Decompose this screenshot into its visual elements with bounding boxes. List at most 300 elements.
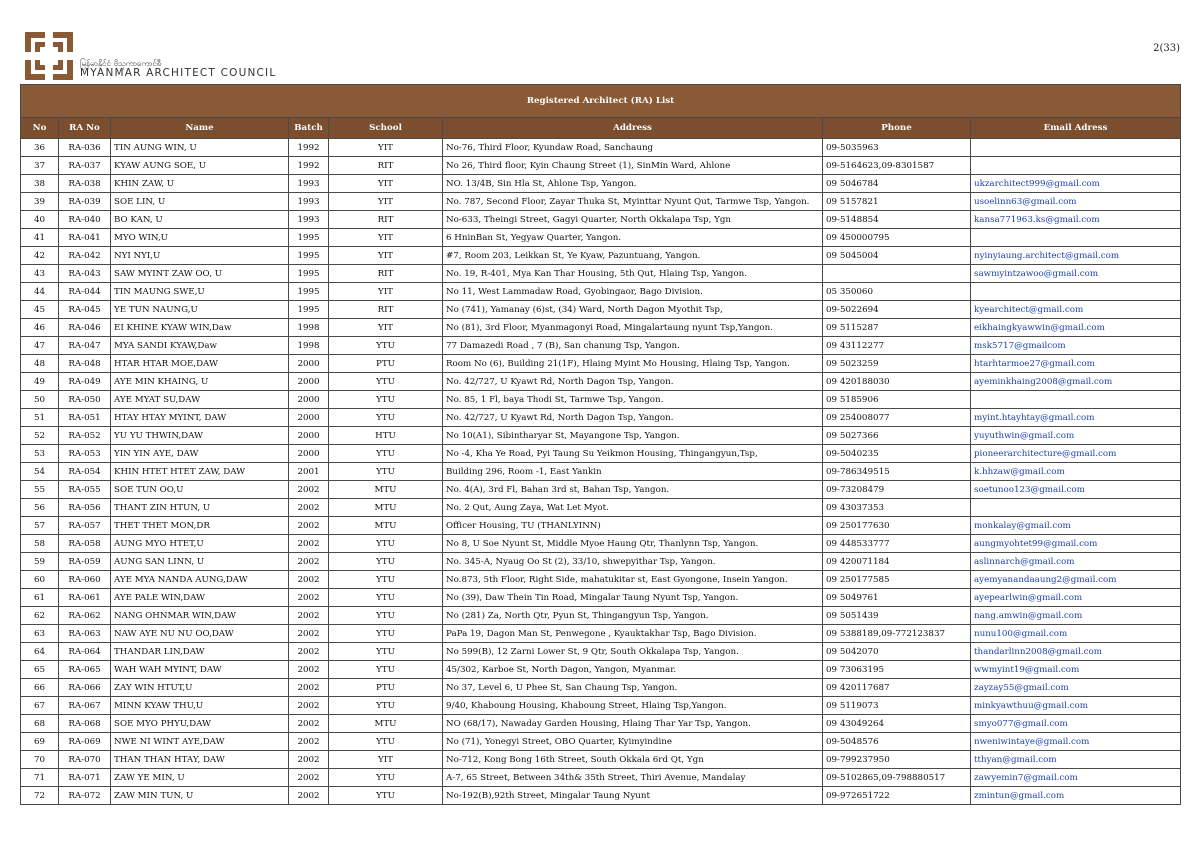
cell-name: TIN MAUNG SWE,U	[111, 283, 289, 301]
column-header-phone: Phone	[823, 118, 971, 139]
cell-address: No (741), Yamanay (6)st, (34) Ward, North Dagon Myothit Tsp,	[443, 301, 823, 319]
table-row	[21, 769, 1181, 787]
cell-address: Building 296, Room -1, East Yankin	[443, 463, 823, 481]
cell-batch: 2002	[289, 733, 329, 751]
cell-no: 69	[21, 733, 59, 751]
cell-email[interactable]: nang.amwin@gmail.com	[971, 607, 1181, 625]
table-row	[21, 445, 1181, 463]
cell-address: No-192(B),92th Street, Mingalar Taung Nyunt	[443, 787, 823, 805]
cell-school: YTU	[329, 697, 443, 715]
cell-school: YTU	[329, 733, 443, 751]
cell-school: YTU	[329, 661, 443, 679]
cell-phone: 09 43049264	[823, 715, 971, 733]
org-name: MYANMAR ARCHITECT COUNCIL	[80, 67, 277, 79]
table-row	[21, 499, 1181, 517]
cell-address: No 26, Third floor, Kyin Chaung Street (1), SinMin Ward, Ahlone	[443, 157, 823, 175]
cell-email[interactable]: soetunoo123@gmail.com	[971, 481, 1181, 499]
cell-name: MYA SANDI KYAW,Daw	[111, 337, 289, 355]
column-header-ra-no: RA No	[59, 118, 111, 139]
cell-no: 38	[21, 175, 59, 193]
cell-no: 62	[21, 607, 59, 625]
cell-ra-no: RA-048	[59, 355, 111, 373]
cell-address: No.873, 5th Floor, Right Side, mahatukitar st, East Gyongone, Insein Yangon.	[443, 571, 823, 589]
cell-batch: 2000	[289, 445, 329, 463]
cell-email[interactable]: nweniwintaye@gmail.com	[971, 733, 1181, 751]
cell-ra-no: RA-041	[59, 229, 111, 247]
cell-address: No. 19, R-401, Mya Kan Thar Housing, 5th Qut, Hlaing Tsp, Yangon.	[443, 265, 823, 283]
cell-ra-no: RA-059	[59, 553, 111, 571]
cell-name: MYO WIN,U	[111, 229, 289, 247]
cell-phone: 09 250177585	[823, 571, 971, 589]
cell-school: MTU	[329, 499, 443, 517]
cell-school: PTU	[329, 355, 443, 373]
cell-ra-no: RA-045	[59, 301, 111, 319]
cell-ra-no: RA-039	[59, 193, 111, 211]
cell-email[interactable]: nunu100@gmail.com	[971, 625, 1181, 643]
cell-no: 60	[21, 571, 59, 589]
cell-ra-no: RA-069	[59, 733, 111, 751]
cell-phone: 09 5049761	[823, 589, 971, 607]
table-row	[21, 229, 1181, 247]
cell-ra-no: RA-071	[59, 769, 111, 787]
cell-ra-no: RA-068	[59, 715, 111, 733]
cell-address: No 10(A1), Sibintharyar St, Mayangone Tsp, Yangon.	[443, 427, 823, 445]
table-row	[21, 787, 1181, 805]
cell-phone: 09 448533777	[823, 535, 971, 553]
cell-name: ZAW MIN TUN, U	[111, 787, 289, 805]
cell-no: 37	[21, 157, 59, 175]
cell-name: NWE NI WINT AYE,DAW	[111, 733, 289, 751]
cell-email	[971, 157, 1181, 175]
cell-address: NO. 13/4B, Sin Hla St, Ahlone Tsp, Yangon.	[443, 175, 823, 193]
cell-address: No (281) Za, North Qtr, Pyun St, Thingangyun Tsp, Yangon.	[443, 607, 823, 625]
cell-ra-no: RA-050	[59, 391, 111, 409]
cell-phone: 09-5164623,09-8301587	[823, 157, 971, 175]
cell-phone: 09 5046784	[823, 175, 971, 193]
column-header-address: Address	[443, 118, 823, 139]
cell-batch: 1998	[289, 337, 329, 355]
cell-address: No 8, U Soe Nyunt St, Middle Myoe Haung Qtr, Thanlynn Tsp, Yangon.	[443, 535, 823, 553]
cell-ra-no: RA-051	[59, 409, 111, 427]
cell-name: AYE MYAT SU,DAW	[111, 391, 289, 409]
cell-phone: 09 5388189,09-772123837	[823, 625, 971, 643]
column-header-email: Email Adress	[971, 118, 1181, 139]
table-row	[21, 679, 1181, 697]
table-row	[21, 265, 1181, 283]
table-row	[21, 589, 1181, 607]
cell-name: EI KHINE KYAW WIN,Daw	[111, 319, 289, 337]
cell-batch: 2002	[289, 553, 329, 571]
cell-school: YIT	[329, 175, 443, 193]
cell-no: 67	[21, 697, 59, 715]
cell-name: AYE MIN KHAING, U	[111, 373, 289, 391]
cell-school: HTU	[329, 427, 443, 445]
cell-email[interactable]: kyearchitect@gmail.com	[971, 301, 1181, 319]
table-row	[21, 715, 1181, 733]
cell-email[interactable]: minkyawthuu@gmail.com	[971, 697, 1181, 715]
cell-batch: 2002	[289, 517, 329, 535]
cell-name: AYE PALE WIN,DAW	[111, 589, 289, 607]
cell-email	[971, 499, 1181, 517]
cell-email[interactable]: htarhtarmoe27@gmail.com	[971, 355, 1181, 373]
cell-batch: 2002	[289, 679, 329, 697]
cell-phone: 05 350060	[823, 283, 971, 301]
cell-address: PaPa 19, Dagon Man St, Penwegone , Kyauktakhar Tsp, Bago Division.	[443, 625, 823, 643]
cell-ra-no: RA-043	[59, 265, 111, 283]
table-row	[21, 337, 1181, 355]
cell-batch: 2002	[289, 697, 329, 715]
cell-school: MTU	[329, 517, 443, 535]
cell-no: 44	[21, 283, 59, 301]
cell-batch: 2002	[289, 481, 329, 499]
cell-phone: 09-5148854	[823, 211, 971, 229]
cell-batch: 2002	[289, 643, 329, 661]
cell-email[interactable]: aslinnarch@gmail.com	[971, 553, 1181, 571]
table-row	[21, 607, 1181, 625]
cell-no: 56	[21, 499, 59, 517]
table-row	[21, 733, 1181, 751]
cell-school: RIT	[329, 157, 443, 175]
cell-name: THET THET MON,DR	[111, 517, 289, 535]
cell-address: 6 HninBan St, Yegyaw Quarter, Yangon.	[443, 229, 823, 247]
cell-name: ZAW YE MIN, U	[111, 769, 289, 787]
table-row	[21, 517, 1181, 535]
cell-batch: 1992	[289, 157, 329, 175]
cell-batch: 1993	[289, 193, 329, 211]
cell-school: YTU	[329, 643, 443, 661]
column-header-name: Name	[111, 118, 289, 139]
cell-name: THAN THAN HTAY, DAW	[111, 751, 289, 769]
cell-phone: 09 5185906	[823, 391, 971, 409]
table-row	[21, 211, 1181, 229]
cell-no: 39	[21, 193, 59, 211]
table-row	[21, 427, 1181, 445]
cell-name: SOE LIN, U	[111, 193, 289, 211]
cell-school: YTU	[329, 589, 443, 607]
cell-no: 63	[21, 625, 59, 643]
cell-email[interactable]: aungmyohtet99@gmail.com	[971, 535, 1181, 553]
cell-ra-no: RA-070	[59, 751, 111, 769]
cell-address: 9/40, Khaboung Housing, Khaboung Street, Hlaing Tsp,Yangon.	[443, 697, 823, 715]
cell-phone: 09-799237950	[823, 751, 971, 769]
cell-batch: 2000	[289, 391, 329, 409]
cell-name: KYAW AUNG SOE, U	[111, 157, 289, 175]
cell-address: 45/302, Karboe St, North Dagon, Yangon, Myanmar.	[443, 661, 823, 679]
cell-ra-no: RA-062	[59, 607, 111, 625]
cell-email[interactable]: eikhaingkyawwin@gmail.com	[971, 319, 1181, 337]
cell-school: RIT	[329, 211, 443, 229]
cell-no: 49	[21, 373, 59, 391]
cell-ra-no: RA-067	[59, 697, 111, 715]
column-header-batch: Batch	[289, 118, 329, 139]
table-row	[21, 661, 1181, 679]
cell-ra-no: RA-053	[59, 445, 111, 463]
cell-batch: 2000	[289, 409, 329, 427]
table-row	[21, 175, 1181, 193]
cell-no: 54	[21, 463, 59, 481]
cell-no: 47	[21, 337, 59, 355]
cell-email[interactable]: zmintun@gmail.com	[971, 787, 1181, 805]
cell-no: 48	[21, 355, 59, 373]
table-row	[21, 139, 1181, 157]
cell-batch: 1998	[289, 319, 329, 337]
cell-name: AUNG SAN LINN, U	[111, 553, 289, 571]
cell-email[interactable]: ayeminkhaing2008@gmail.com	[971, 373, 1181, 391]
cell-school: YTU	[329, 769, 443, 787]
cell-school: PTU	[329, 679, 443, 697]
cell-school: YTU	[329, 607, 443, 625]
cell-phone: 09 43037353	[823, 499, 971, 517]
cell-no: 59	[21, 553, 59, 571]
cell-email[interactable]: usoelinn63@gmail.com	[971, 193, 1181, 211]
cell-address: No 37, Level 6, U Phee St, San Chaung Tsp, Yangon.	[443, 679, 823, 697]
table-row	[21, 409, 1181, 427]
cell-name: NAW AYE NU NU OO,DAW	[111, 625, 289, 643]
cell-email	[971, 391, 1181, 409]
cell-name: YU YU THWIN,DAW	[111, 427, 289, 445]
cell-phone: 09 420188030	[823, 373, 971, 391]
page-number: 2(33)	[1153, 43, 1180, 54]
cell-batch: 2000	[289, 373, 329, 391]
cell-batch: 1995	[289, 301, 329, 319]
cell-ra-no: RA-055	[59, 481, 111, 499]
cell-name: TIN AUNG WIN, U	[111, 139, 289, 157]
cell-no: 51	[21, 409, 59, 427]
cell-name: MINN KYAW THU,U	[111, 697, 289, 715]
cell-batch: 2002	[289, 589, 329, 607]
cell-phone: 09 254008077	[823, 409, 971, 427]
cell-no: 45	[21, 301, 59, 319]
cell-batch: 1995	[289, 283, 329, 301]
cell-phone: 09 5042070	[823, 643, 971, 661]
cell-address: No. 787, Second Floor, Zayar Thuka St, Myinttar Nyunt Qut, Tarmwe Tsp, Yangon.	[443, 193, 823, 211]
cell-email[interactable]: sawmyintzawoo@gmail.com	[971, 265, 1181, 283]
cell-email[interactable]: yuyuthwin@gmail.com	[971, 427, 1181, 445]
cell-phone: 09 5051439	[823, 607, 971, 625]
cell-email[interactable]: tthyan@gmail.com	[971, 751, 1181, 769]
cell-school: YIT	[329, 751, 443, 769]
cell-no: 43	[21, 265, 59, 283]
cell-ra-no: RA-066	[59, 679, 111, 697]
cell-school: MTU	[329, 715, 443, 733]
cell-batch: 1992	[289, 139, 329, 157]
table-row	[21, 481, 1181, 499]
cell-school: YIT	[329, 193, 443, 211]
cell-email[interactable]: wwmyint19@gmail.com	[971, 661, 1181, 679]
cell-batch: 2002	[289, 499, 329, 517]
cell-address: Officer Housing, TU (THANLYINN)	[443, 517, 823, 535]
cell-email[interactable]: myint.htayhtay@gmail.com	[971, 409, 1181, 427]
cell-phone: 09-73208479	[823, 481, 971, 499]
table-row	[21, 751, 1181, 769]
cell-batch: 1995	[289, 247, 329, 265]
cell-name: THANDAR LIN,DAW	[111, 643, 289, 661]
cell-school: YTU	[329, 391, 443, 409]
cell-ra-no: RA-044	[59, 283, 111, 301]
cell-phone: 09-5102865,09-798880517	[823, 769, 971, 787]
cell-batch: 2002	[289, 535, 329, 553]
cell-phone: 09 420071184	[823, 553, 971, 571]
cell-ra-no: RA-038	[59, 175, 111, 193]
cell-ra-no: RA-056	[59, 499, 111, 517]
cell-email	[971, 283, 1181, 301]
cell-batch: 2002	[289, 769, 329, 787]
cell-no: 41	[21, 229, 59, 247]
cell-address: No. 42/727, U Kyawt Rd, North Dagon Tsp, Yangon.	[443, 373, 823, 391]
cell-email[interactable]: zawyemin7@gmail.com	[971, 769, 1181, 787]
cell-school: RIT	[329, 265, 443, 283]
cell-phone: 09 5045004	[823, 247, 971, 265]
cell-school: MTU	[329, 481, 443, 499]
cell-name: THANT ZIN HTUN, U	[111, 499, 289, 517]
cell-email[interactable]: thandarlinn2008@gmail.com	[971, 643, 1181, 661]
cell-ra-no: RA-054	[59, 463, 111, 481]
cell-ra-no: RA-064	[59, 643, 111, 661]
cell-batch: 2000	[289, 355, 329, 373]
cell-email[interactable]: smyo077@gmail.com	[971, 715, 1181, 733]
cell-name: ZAY WIN HTUT,U	[111, 679, 289, 697]
cell-batch: 2002	[289, 607, 329, 625]
table-row	[21, 319, 1181, 337]
cell-phone: 09 420117687	[823, 679, 971, 697]
cell-address: No (71), Yonegyi Street, OBO Quarter, Kyimyindine	[443, 733, 823, 751]
cell-school: YTU	[329, 625, 443, 643]
table-row	[21, 355, 1181, 373]
cell-address: No 11, West Lammadaw Road, Gyobingaor, Bago Division.	[443, 283, 823, 301]
cell-phone: 09-5048576	[823, 733, 971, 751]
cell-ra-no: RA-060	[59, 571, 111, 589]
cell-phone: 09 5027366	[823, 427, 971, 445]
cell-no: 46	[21, 319, 59, 337]
cell-school: YTU	[329, 409, 443, 427]
cell-address: Room No (6), Building 21(1F), Hlaing Myint Mo Housing, Hlaing Tsp, Yangon.	[443, 355, 823, 373]
cell-address: No (81), 3rd Floor, Myanmagonyi Road, Mingalartaung nyunt Tsp,Yangon.	[443, 319, 823, 337]
cell-batch: 2002	[289, 715, 329, 733]
cell-address: 77 Damazedi Road , 7 (B), San chanung Tsp, Yangon.	[443, 337, 823, 355]
myanmar-architect-council-logo-icon	[25, 32, 73, 80]
cell-school: YTU	[329, 463, 443, 481]
cell-ra-no: RA-057	[59, 517, 111, 535]
cell-phone: 09-5040235	[823, 445, 971, 463]
cell-email[interactable]: ukzarchitect999@gmail.com	[971, 175, 1181, 193]
cell-address: No. 42/727, U Kyawt Rd, North Dagon Tsp, Yangon.	[443, 409, 823, 427]
cell-address: No. 345-A, Nyaug Oo St (2), 33/10, shwepyithar Tsp, Yangon.	[443, 553, 823, 571]
cell-batch: 2000	[289, 427, 329, 445]
table-row	[21, 697, 1181, 715]
cell-email[interactable]: kansa771963.ks@gmail.com	[971, 211, 1181, 229]
table-row	[21, 247, 1181, 265]
cell-school: YIT	[329, 247, 443, 265]
cell-no: 40	[21, 211, 59, 229]
cell-school: YTU	[329, 445, 443, 463]
cell-no: 71	[21, 769, 59, 787]
cell-phone: 09-5035963	[823, 139, 971, 157]
cell-ra-no: RA-072	[59, 787, 111, 805]
cell-address: No 599(B), 12 Zarni Lower St, 9 Qtr, South Okkalapa Tsp, Yangon.	[443, 643, 823, 661]
architect-list-table	[20, 84, 1181, 805]
column-header-school: School	[329, 118, 443, 139]
cell-ra-no: RA-036	[59, 139, 111, 157]
cell-batch: 1995	[289, 229, 329, 247]
cell-ra-no: RA-065	[59, 661, 111, 679]
cell-email[interactable]: k.hhzaw@gmail.com	[971, 463, 1181, 481]
table-row	[21, 463, 1181, 481]
cell-no: 70	[21, 751, 59, 769]
cell-phone	[823, 265, 971, 283]
cell-ra-no: RA-040	[59, 211, 111, 229]
table-row	[21, 193, 1181, 211]
cell-ra-no: RA-063	[59, 625, 111, 643]
cell-no: 57	[21, 517, 59, 535]
cell-email[interactable]: nyinyiaung.architect@gmail.com	[971, 247, 1181, 265]
cell-name: NYI NYI,U	[111, 247, 289, 265]
cell-name: KHIN ZAW, U	[111, 175, 289, 193]
cell-email	[971, 229, 1181, 247]
cell-batch: 1995	[289, 265, 329, 283]
cell-address: A-7, 65 Street, Between 34th& 35th Street, Thiri Avenue, Mandalay	[443, 769, 823, 787]
cell-no: 64	[21, 643, 59, 661]
cell-email[interactable]: ayepearlwin@gmail.com	[971, 589, 1181, 607]
table-title: Registered Architect (RA) List	[21, 85, 1181, 118]
cell-batch: 2002	[289, 787, 329, 805]
cell-ra-no: RA-061	[59, 589, 111, 607]
cell-name: AUNG MYO HTET,U	[111, 535, 289, 553]
cell-ra-no: RA-047	[59, 337, 111, 355]
cell-phone: 09-786349515	[823, 463, 971, 481]
cell-email[interactable]: msk5717@gmailcom	[971, 337, 1181, 355]
cell-school: RIT	[329, 301, 443, 319]
cell-batch: 2002	[289, 571, 329, 589]
cell-address: No-712, Kong Bong 16th Street, South Okkala 6rd Qt, Ygn	[443, 751, 823, 769]
cell-phone: 09 73063195	[823, 661, 971, 679]
cell-name: SOE TUN OO,U	[111, 481, 289, 499]
cell-phone: 09 5023259	[823, 355, 971, 373]
cell-school: YTU	[329, 553, 443, 571]
cell-email[interactable]: monkalay@gmail.com	[971, 517, 1181, 535]
cell-school: YTU	[329, 787, 443, 805]
cell-no: 36	[21, 139, 59, 157]
cell-school: YTU	[329, 535, 443, 553]
cell-name: AYE MYA NANDA AUNG,DAW	[111, 571, 289, 589]
cell-school: YTU	[329, 373, 443, 391]
table-row	[21, 391, 1181, 409]
cell-name: SOE MYO PHYU,DAW	[111, 715, 289, 733]
cell-phone: 09 43112277	[823, 337, 971, 355]
cell-address: No. 85, 1 Fl, baya Thodi St, Tarmwe Tsp, Yangon.	[443, 391, 823, 409]
cell-email	[971, 139, 1181, 157]
cell-address: No-76, Third Floor, Kyundaw Road, Sanchaung	[443, 139, 823, 157]
cell-email[interactable]: ayemyanandaaung2@gmail.com	[971, 571, 1181, 589]
table-row	[21, 643, 1181, 661]
cell-no: 42	[21, 247, 59, 265]
cell-batch: 1993	[289, 211, 329, 229]
org-name-myanmar: မြန်မာနိုင်ငံ ဗိသုကာကောင်စီ	[80, 59, 162, 68]
table-row	[21, 553, 1181, 571]
cell-email[interactable]: zayzay55@gmail.com	[971, 679, 1181, 697]
cell-no: 72	[21, 787, 59, 805]
cell-no: 50	[21, 391, 59, 409]
cell-address: No (39), Daw Thein Tin Road, Mingalar Taung Nyunt Tsp, Yangon.	[443, 589, 823, 607]
cell-no: 66	[21, 679, 59, 697]
table-row	[21, 535, 1181, 553]
cell-name: WAH WAH MYINT, DAW	[111, 661, 289, 679]
cell-email[interactable]: pioneerarchitecture@gmail.com	[971, 445, 1181, 463]
cell-school: YIT	[329, 229, 443, 247]
cell-no: 55	[21, 481, 59, 499]
cell-batch: 2002	[289, 751, 329, 769]
cell-address: No. 4(A), 3rd Fl, Bahan 3rd st, Bahan Tsp, Yangon.	[443, 481, 823, 499]
cell-no: 52	[21, 427, 59, 445]
